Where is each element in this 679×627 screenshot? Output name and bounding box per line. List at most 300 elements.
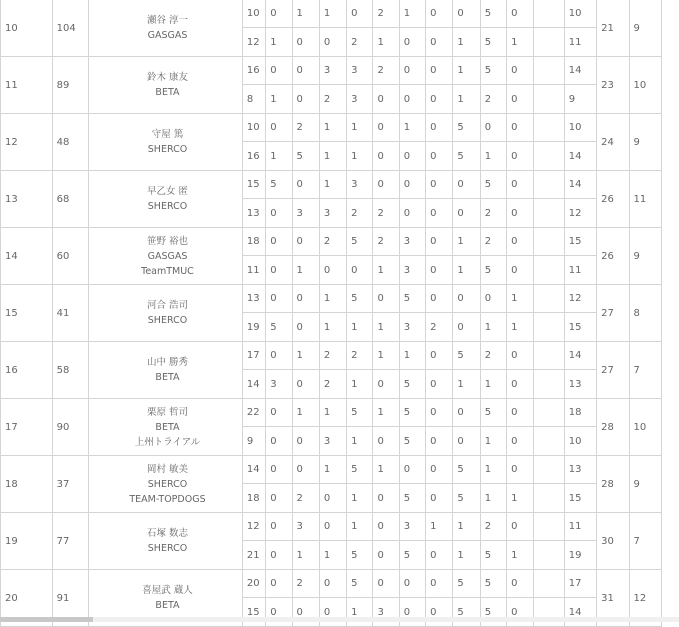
section-score-cell: 0 bbox=[453, 285, 480, 313]
section-score-cell: 1 bbox=[347, 313, 373, 342]
section-score-cell: 0 bbox=[266, 570, 292, 598]
section-score-cell: 3 bbox=[319, 427, 346, 456]
section-score-cell: 0 bbox=[266, 285, 292, 313]
section-score-cell: 0 bbox=[292, 456, 319, 484]
section-score-cell: 1 bbox=[480, 370, 506, 399]
rider-name: 喜屋武 蔵人 bbox=[142, 585, 193, 596]
empty-cell bbox=[534, 427, 564, 456]
section-score-cell: 1 bbox=[453, 513, 480, 541]
section-score-cell: 3 bbox=[399, 256, 425, 285]
section-score-cell: 5 bbox=[347, 456, 373, 484]
section-score-cell: 5 bbox=[453, 570, 480, 598]
total-score-cell: 27 bbox=[597, 285, 629, 342]
empty-cell bbox=[534, 256, 564, 285]
lap-score-cell: 17 bbox=[242, 342, 265, 370]
section-score-cell: 0 bbox=[507, 570, 534, 598]
section-score-cell: 5 bbox=[480, 57, 506, 85]
section-score-cell: 0 bbox=[399, 570, 425, 598]
section-score-cell: 2 bbox=[480, 199, 506, 228]
section-score-cell: 5 bbox=[453, 342, 480, 370]
section-score-cell: 0 bbox=[266, 199, 292, 228]
cleans-count-cell: 8 bbox=[629, 285, 661, 342]
section-score-cell: 5 bbox=[480, 256, 506, 285]
section-score-cell: 3 bbox=[399, 513, 425, 541]
section-score-cell: 1 bbox=[292, 342, 319, 370]
section-score-cell: 0 bbox=[507, 456, 534, 484]
section-score-cell: 1 bbox=[347, 513, 373, 541]
section-score-cell: 0 bbox=[266, 228, 292, 256]
section-score-cell: 1 bbox=[266, 28, 292, 57]
section-score-cell: 1 bbox=[453, 370, 480, 399]
section-score-cell: 1 bbox=[347, 484, 373, 513]
section-score-cell: 1 bbox=[373, 256, 399, 285]
table-row bbox=[1, 0, 662, 28]
table-row bbox=[1, 456, 662, 484]
section-score-cell: 0 bbox=[507, 370, 534, 399]
section-score-cell: 5 bbox=[399, 427, 425, 456]
section-score-cell: 2 bbox=[292, 484, 319, 513]
cleans-count-cell: 7 bbox=[629, 513, 661, 570]
lap-score-cell: 19 bbox=[242, 313, 265, 342]
section-score-cell: 5 bbox=[347, 570, 373, 598]
rider-cell bbox=[89, 342, 243, 399]
empty-cell bbox=[534, 370, 564, 399]
rider-number-cell: 91 bbox=[52, 570, 88, 627]
section-score-cell: 1 bbox=[480, 313, 506, 342]
section-score-cell: 1 bbox=[373, 313, 399, 342]
lap-score-cell: 13 bbox=[242, 199, 265, 228]
rider-number-cell: 68 bbox=[52, 171, 88, 228]
section-score-cell: 5 bbox=[399, 484, 425, 513]
section-score-cell: 1 bbox=[319, 541, 346, 570]
section-score-cell: 1 bbox=[292, 541, 319, 570]
section-score-cell: 1 bbox=[319, 171, 346, 199]
total-score-cell: 24 bbox=[597, 114, 629, 171]
rider-cell bbox=[89, 228, 243, 285]
section-score-cell: 0 bbox=[453, 313, 480, 342]
rider-team: GASGAS bbox=[147, 30, 188, 41]
section-score-cell: 0 bbox=[426, 85, 453, 114]
section-score-cell: 5 bbox=[399, 399, 425, 427]
section-score-cell: 0 bbox=[373, 541, 399, 570]
rider-number-cell: 60 bbox=[52, 228, 88, 285]
lap-score-cell: 12 bbox=[242, 513, 265, 541]
section-score-cell: 0 bbox=[266, 513, 292, 541]
section-score-cell: 0 bbox=[426, 199, 453, 228]
lap-score-cell: 16 bbox=[242, 57, 265, 85]
cleans-count-cell: 12 bbox=[629, 570, 661, 627]
lap-score-cell: 11 bbox=[242, 256, 265, 285]
rider-cell bbox=[89, 456, 243, 513]
table-row bbox=[1, 570, 662, 598]
section-score-cell: 0 bbox=[453, 171, 480, 199]
table-row bbox=[1, 285, 662, 313]
section-score-cell: 5 bbox=[480, 399, 506, 427]
lap-score-cell: 21 bbox=[242, 541, 265, 570]
section-score-cell: 0 bbox=[507, 427, 534, 456]
section-score-cell: 1 bbox=[319, 0, 346, 28]
section-score-cell: 5 bbox=[266, 313, 292, 342]
rider-team: BETA bbox=[155, 87, 180, 98]
rank-cell: 20 bbox=[1, 570, 53, 627]
lap-subtotal-cell: 12 bbox=[564, 199, 596, 228]
section-score-cell: 0 bbox=[319, 28, 346, 57]
rider-number-cell: 104 bbox=[52, 0, 88, 57]
section-score-cell: 1 bbox=[319, 399, 346, 427]
section-score-cell: 5 bbox=[480, 541, 506, 570]
section-score-cell: 0 bbox=[266, 427, 292, 456]
section-score-cell: 0 bbox=[507, 342, 534, 370]
section-score-cell: 0 bbox=[399, 28, 425, 57]
table-row bbox=[1, 57, 662, 85]
section-score-cell: 0 bbox=[292, 370, 319, 399]
section-score-cell: 5 bbox=[347, 228, 373, 256]
section-score-cell: 1 bbox=[319, 313, 346, 342]
rank-cell: 11 bbox=[1, 57, 53, 114]
empty-cell bbox=[534, 28, 564, 57]
section-score-cell: 1 bbox=[507, 541, 534, 570]
rider-team: BETA bbox=[155, 600, 180, 611]
total-score-cell: 30 bbox=[597, 513, 629, 570]
rider-cell bbox=[89, 399, 243, 456]
section-score-cell: 0 bbox=[399, 57, 425, 85]
empty-cell bbox=[534, 541, 564, 570]
section-score-cell: 0 bbox=[266, 399, 292, 427]
section-score-cell: 0 bbox=[426, 427, 453, 456]
total-score-cell: 23 bbox=[597, 57, 629, 114]
section-score-cell: 3 bbox=[373, 598, 399, 627]
section-score-cell: 1 bbox=[319, 456, 346, 484]
section-score-cell: 0 bbox=[507, 199, 534, 228]
section-score-cell: 0 bbox=[399, 171, 425, 199]
table-row bbox=[1, 114, 662, 142]
rider-cell bbox=[89, 171, 243, 228]
lap-subtotal-cell: 17 bbox=[564, 570, 596, 598]
empty-cell bbox=[534, 142, 564, 171]
section-score-cell: 0 bbox=[292, 228, 319, 256]
section-score-cell: 0 bbox=[426, 285, 453, 313]
section-score-cell: 0 bbox=[507, 171, 534, 199]
section-score-cell: 0 bbox=[373, 142, 399, 171]
section-score-cell: 0 bbox=[266, 484, 292, 513]
section-score-cell: 2 bbox=[319, 370, 346, 399]
section-score-cell: 5 bbox=[399, 285, 425, 313]
section-score-cell: 0 bbox=[426, 570, 453, 598]
section-score-cell: 1 bbox=[319, 285, 346, 313]
section-score-cell: 5 bbox=[480, 28, 506, 57]
section-score-cell: 3 bbox=[319, 199, 346, 228]
section-score-cell: 0 bbox=[426, 342, 453, 370]
rider-team: GASGAS bbox=[147, 250, 188, 262]
section-score-cell: 2 bbox=[373, 228, 399, 256]
empty-cell bbox=[534, 598, 564, 627]
rider-name: 瀬谷 淳一 bbox=[146, 15, 188, 26]
lap-score-cell: 8 bbox=[242, 85, 265, 114]
cleans-count-cell: 10 bbox=[629, 57, 661, 114]
section-score-cell: 0 bbox=[373, 114, 399, 142]
section-score-cell: 0 bbox=[426, 114, 453, 142]
section-score-cell: 0 bbox=[266, 598, 292, 627]
rider-name: 鈴木 康友 bbox=[146, 72, 188, 83]
rider-number-cell: 90 bbox=[52, 399, 88, 456]
lap-score-cell: 9 bbox=[242, 427, 265, 456]
section-score-cell: 0 bbox=[426, 456, 453, 484]
cleans-count-cell: 9 bbox=[629, 114, 661, 171]
lap-score-cell: 15 bbox=[242, 171, 265, 199]
section-score-cell: 0 bbox=[347, 256, 373, 285]
section-score-cell: 0 bbox=[507, 57, 534, 85]
section-score-cell: 1 bbox=[373, 342, 399, 370]
section-score-cell: 0 bbox=[399, 199, 425, 228]
section-score-cell: 0 bbox=[507, 513, 534, 541]
section-score-cell: 0 bbox=[426, 171, 453, 199]
total-score-cell: 21 bbox=[597, 0, 629, 57]
lap-score-cell: 13 bbox=[242, 285, 265, 313]
section-score-cell: 1 bbox=[266, 85, 292, 114]
section-score-cell: 0 bbox=[507, 256, 534, 285]
rider-name: 山中 勝秀 bbox=[146, 357, 188, 368]
cleans-count-cell: 11 bbox=[629, 171, 661, 228]
section-score-cell: 2 bbox=[373, 57, 399, 85]
table-row bbox=[1, 513, 662, 541]
section-score-cell: 0 bbox=[319, 513, 346, 541]
rider-team: SHERCO bbox=[147, 543, 188, 554]
lap-subtotal-cell: 15 bbox=[564, 313, 596, 342]
section-score-cell: 0 bbox=[399, 142, 425, 171]
section-score-cell: 5 bbox=[266, 171, 292, 199]
section-score-cell: 0 bbox=[292, 598, 319, 627]
section-score-cell: 1 bbox=[507, 313, 534, 342]
section-score-cell: 2 bbox=[319, 85, 346, 114]
section-score-cell: 1 bbox=[347, 598, 373, 627]
section-score-cell: 2 bbox=[426, 313, 453, 342]
section-score-cell: 2 bbox=[347, 342, 373, 370]
rank-cell: 12 bbox=[1, 114, 53, 171]
section-score-cell: 0 bbox=[266, 0, 292, 28]
total-score-cell: 31 bbox=[597, 570, 629, 627]
lap-subtotal-cell: 13 bbox=[564, 370, 596, 399]
lap-subtotal-cell: 14 bbox=[564, 342, 596, 370]
section-score-cell: 1 bbox=[453, 256, 480, 285]
section-score-cell: 1 bbox=[453, 85, 480, 114]
section-score-cell: 1 bbox=[453, 228, 480, 256]
section-score-cell: 2 bbox=[319, 228, 346, 256]
section-score-cell: 0 bbox=[426, 142, 453, 171]
lap-subtotal-cell: 18 bbox=[564, 399, 596, 427]
lap-subtotal-cell: 14 bbox=[564, 171, 596, 199]
rider-cell bbox=[89, 513, 243, 570]
empty-cell bbox=[534, 399, 564, 427]
rider-team: SHERCO bbox=[147, 144, 188, 155]
section-score-cell: 0 bbox=[373, 427, 399, 456]
section-score-cell: 5 bbox=[480, 171, 506, 199]
section-score-cell: 5 bbox=[347, 541, 373, 570]
lap-score-cell: 10 bbox=[242, 114, 265, 142]
section-score-cell: 1 bbox=[507, 285, 534, 313]
rider-cell bbox=[89, 0, 243, 57]
rank-cell: 14 bbox=[1, 228, 53, 285]
section-score-cell: 5 bbox=[292, 142, 319, 171]
section-score-cell: 3 bbox=[292, 513, 319, 541]
rider-team: SHERCO bbox=[147, 478, 188, 490]
section-score-cell: 3 bbox=[347, 85, 373, 114]
rider-name: 守屋 篤 bbox=[151, 129, 184, 140]
rank-cell: 19 bbox=[1, 513, 53, 570]
results-body bbox=[1, 0, 662, 627]
lap-subtotal-cell: 10 bbox=[564, 0, 596, 28]
empty-cell bbox=[534, 313, 564, 342]
section-score-cell: 5 bbox=[347, 285, 373, 313]
section-score-cell: 0 bbox=[292, 427, 319, 456]
empty-cell bbox=[534, 484, 564, 513]
lap-subtotal-cell: 9 bbox=[564, 85, 596, 114]
rider-name: 笹野 裕也 bbox=[146, 235, 188, 247]
cleans-count-cell: 10 bbox=[629, 399, 661, 456]
lap-subtotal-cell: 19 bbox=[564, 541, 596, 570]
section-score-cell: 0 bbox=[319, 598, 346, 627]
section-score-cell: 0 bbox=[292, 57, 319, 85]
section-score-cell: 1 bbox=[266, 142, 292, 171]
empty-cell bbox=[534, 513, 564, 541]
section-score-cell: 1 bbox=[399, 0, 425, 28]
section-score-cell: 0 bbox=[266, 114, 292, 142]
section-score-cell: 0 bbox=[266, 342, 292, 370]
section-score-cell: 2 bbox=[480, 342, 506, 370]
section-score-cell: 1 bbox=[319, 114, 346, 142]
section-score-cell: 0 bbox=[426, 484, 453, 513]
section-score-cell: 3 bbox=[399, 313, 425, 342]
lap-score-cell: 22 bbox=[242, 399, 265, 427]
section-score-cell: 0 bbox=[266, 456, 292, 484]
section-score-cell: 2 bbox=[292, 114, 319, 142]
section-score-cell: 5 bbox=[347, 399, 373, 427]
rank-cell: 16 bbox=[1, 342, 53, 399]
section-score-cell: 1 bbox=[373, 456, 399, 484]
section-score-cell: 1 bbox=[507, 484, 534, 513]
section-score-cell: 0 bbox=[426, 598, 453, 627]
section-score-cell: 5 bbox=[480, 570, 506, 598]
section-score-cell: 0 bbox=[426, 0, 453, 28]
rider-team: TeamTMUC bbox=[141, 265, 194, 277]
lap-subtotal-cell: 10 bbox=[564, 114, 596, 142]
section-score-cell: 1 bbox=[453, 57, 480, 85]
lap-subtotal-cell: 11 bbox=[564, 256, 596, 285]
section-score-cell: 0 bbox=[373, 85, 399, 114]
rank-cell: 13 bbox=[1, 171, 53, 228]
rider-number-cell: 41 bbox=[52, 285, 88, 342]
cleans-count-cell: 9 bbox=[629, 228, 661, 285]
section-score-cell: 3 bbox=[347, 57, 373, 85]
section-score-cell: 0 bbox=[480, 114, 506, 142]
table-row bbox=[1, 228, 662, 256]
section-score-cell: 0 bbox=[266, 256, 292, 285]
section-score-cell: 2 bbox=[292, 570, 319, 598]
rank-cell: 17 bbox=[1, 399, 53, 456]
cleans-count-cell: 9 bbox=[629, 0, 661, 57]
section-score-cell: 0 bbox=[507, 399, 534, 427]
lap-score-cell: 12 bbox=[242, 28, 265, 57]
section-score-cell: 0 bbox=[373, 370, 399, 399]
section-score-cell: 0 bbox=[292, 313, 319, 342]
section-score-cell: 1 bbox=[373, 399, 399, 427]
section-score-cell: 0 bbox=[399, 85, 425, 114]
section-score-cell: 3 bbox=[292, 199, 319, 228]
rider-name: 岡村 敏美 bbox=[146, 463, 188, 475]
rider-team: TEAM-TOPDOGS bbox=[129, 493, 206, 505]
section-score-cell: 0 bbox=[319, 570, 346, 598]
lap-subtotal-cell: 13 bbox=[564, 456, 596, 484]
total-score-cell: 26 bbox=[597, 228, 629, 285]
section-score-cell: 2 bbox=[373, 199, 399, 228]
section-score-cell: 0 bbox=[373, 570, 399, 598]
section-score-cell: 0 bbox=[373, 285, 399, 313]
section-score-cell: 2 bbox=[480, 228, 506, 256]
lap-subtotal-cell: 11 bbox=[564, 513, 596, 541]
section-score-cell: 0 bbox=[507, 598, 534, 627]
section-score-cell: 0 bbox=[399, 598, 425, 627]
section-score-cell: 2 bbox=[373, 0, 399, 28]
section-score-cell: 0 bbox=[453, 427, 480, 456]
lap-score-cell: 10 bbox=[242, 0, 265, 28]
table-row bbox=[1, 399, 662, 427]
lap-score-cell: 14 bbox=[242, 456, 265, 484]
section-score-cell: 0 bbox=[507, 85, 534, 114]
section-score-cell: 2 bbox=[347, 199, 373, 228]
section-score-cell: 3 bbox=[266, 370, 292, 399]
section-score-cell: 0 bbox=[319, 484, 346, 513]
section-score-cell: 2 bbox=[480, 85, 506, 114]
lap-subtotal-cell: 15 bbox=[564, 228, 596, 256]
section-score-cell: 0 bbox=[426, 541, 453, 570]
section-score-cell: 1 bbox=[399, 342, 425, 370]
section-score-cell: 1 bbox=[292, 256, 319, 285]
empty-cell bbox=[534, 0, 564, 28]
section-score-cell: 0 bbox=[347, 0, 373, 28]
section-score-cell: 1 bbox=[347, 370, 373, 399]
section-score-cell: 1 bbox=[347, 427, 373, 456]
rank-cell: 15 bbox=[1, 285, 53, 342]
section-score-cell: 0 bbox=[426, 28, 453, 57]
rider-team: 上州トライアル bbox=[134, 436, 201, 448]
rider-name: 河合 浩司 bbox=[146, 300, 188, 311]
lap-score-cell: 20 bbox=[242, 570, 265, 598]
empty-cell bbox=[534, 342, 564, 370]
lap-score-cell: 18 bbox=[242, 484, 265, 513]
section-score-cell: 1 bbox=[399, 114, 425, 142]
horizontal-scrollbar[interactable] bbox=[0, 617, 679, 622]
section-score-cell: 3 bbox=[319, 57, 346, 85]
scrollbar-thumb[interactable] bbox=[0, 617, 93, 622]
section-score-cell: 1 bbox=[292, 399, 319, 427]
section-score-cell: 2 bbox=[319, 342, 346, 370]
rider-team: BETA bbox=[155, 372, 180, 383]
section-score-cell: 1 bbox=[507, 28, 534, 57]
section-score-cell: 0 bbox=[292, 171, 319, 199]
table-row bbox=[1, 342, 662, 370]
lap-score-cell: 18 bbox=[242, 228, 265, 256]
lap-subtotal-cell: 14 bbox=[564, 142, 596, 171]
lap-subtotal-cell: 12 bbox=[564, 285, 596, 313]
lap-subtotal-cell: 14 bbox=[564, 57, 596, 85]
section-score-cell: 0 bbox=[480, 285, 506, 313]
rider-name: 石塚 数志 bbox=[146, 528, 188, 539]
section-score-cell: 0 bbox=[426, 370, 453, 399]
rider-number-cell: 58 bbox=[52, 342, 88, 399]
section-score-cell: 5 bbox=[480, 598, 506, 627]
section-score-cell: 0 bbox=[426, 57, 453, 85]
rider-cell bbox=[89, 57, 243, 114]
rider-name: 早乙女 匿 bbox=[146, 186, 188, 197]
